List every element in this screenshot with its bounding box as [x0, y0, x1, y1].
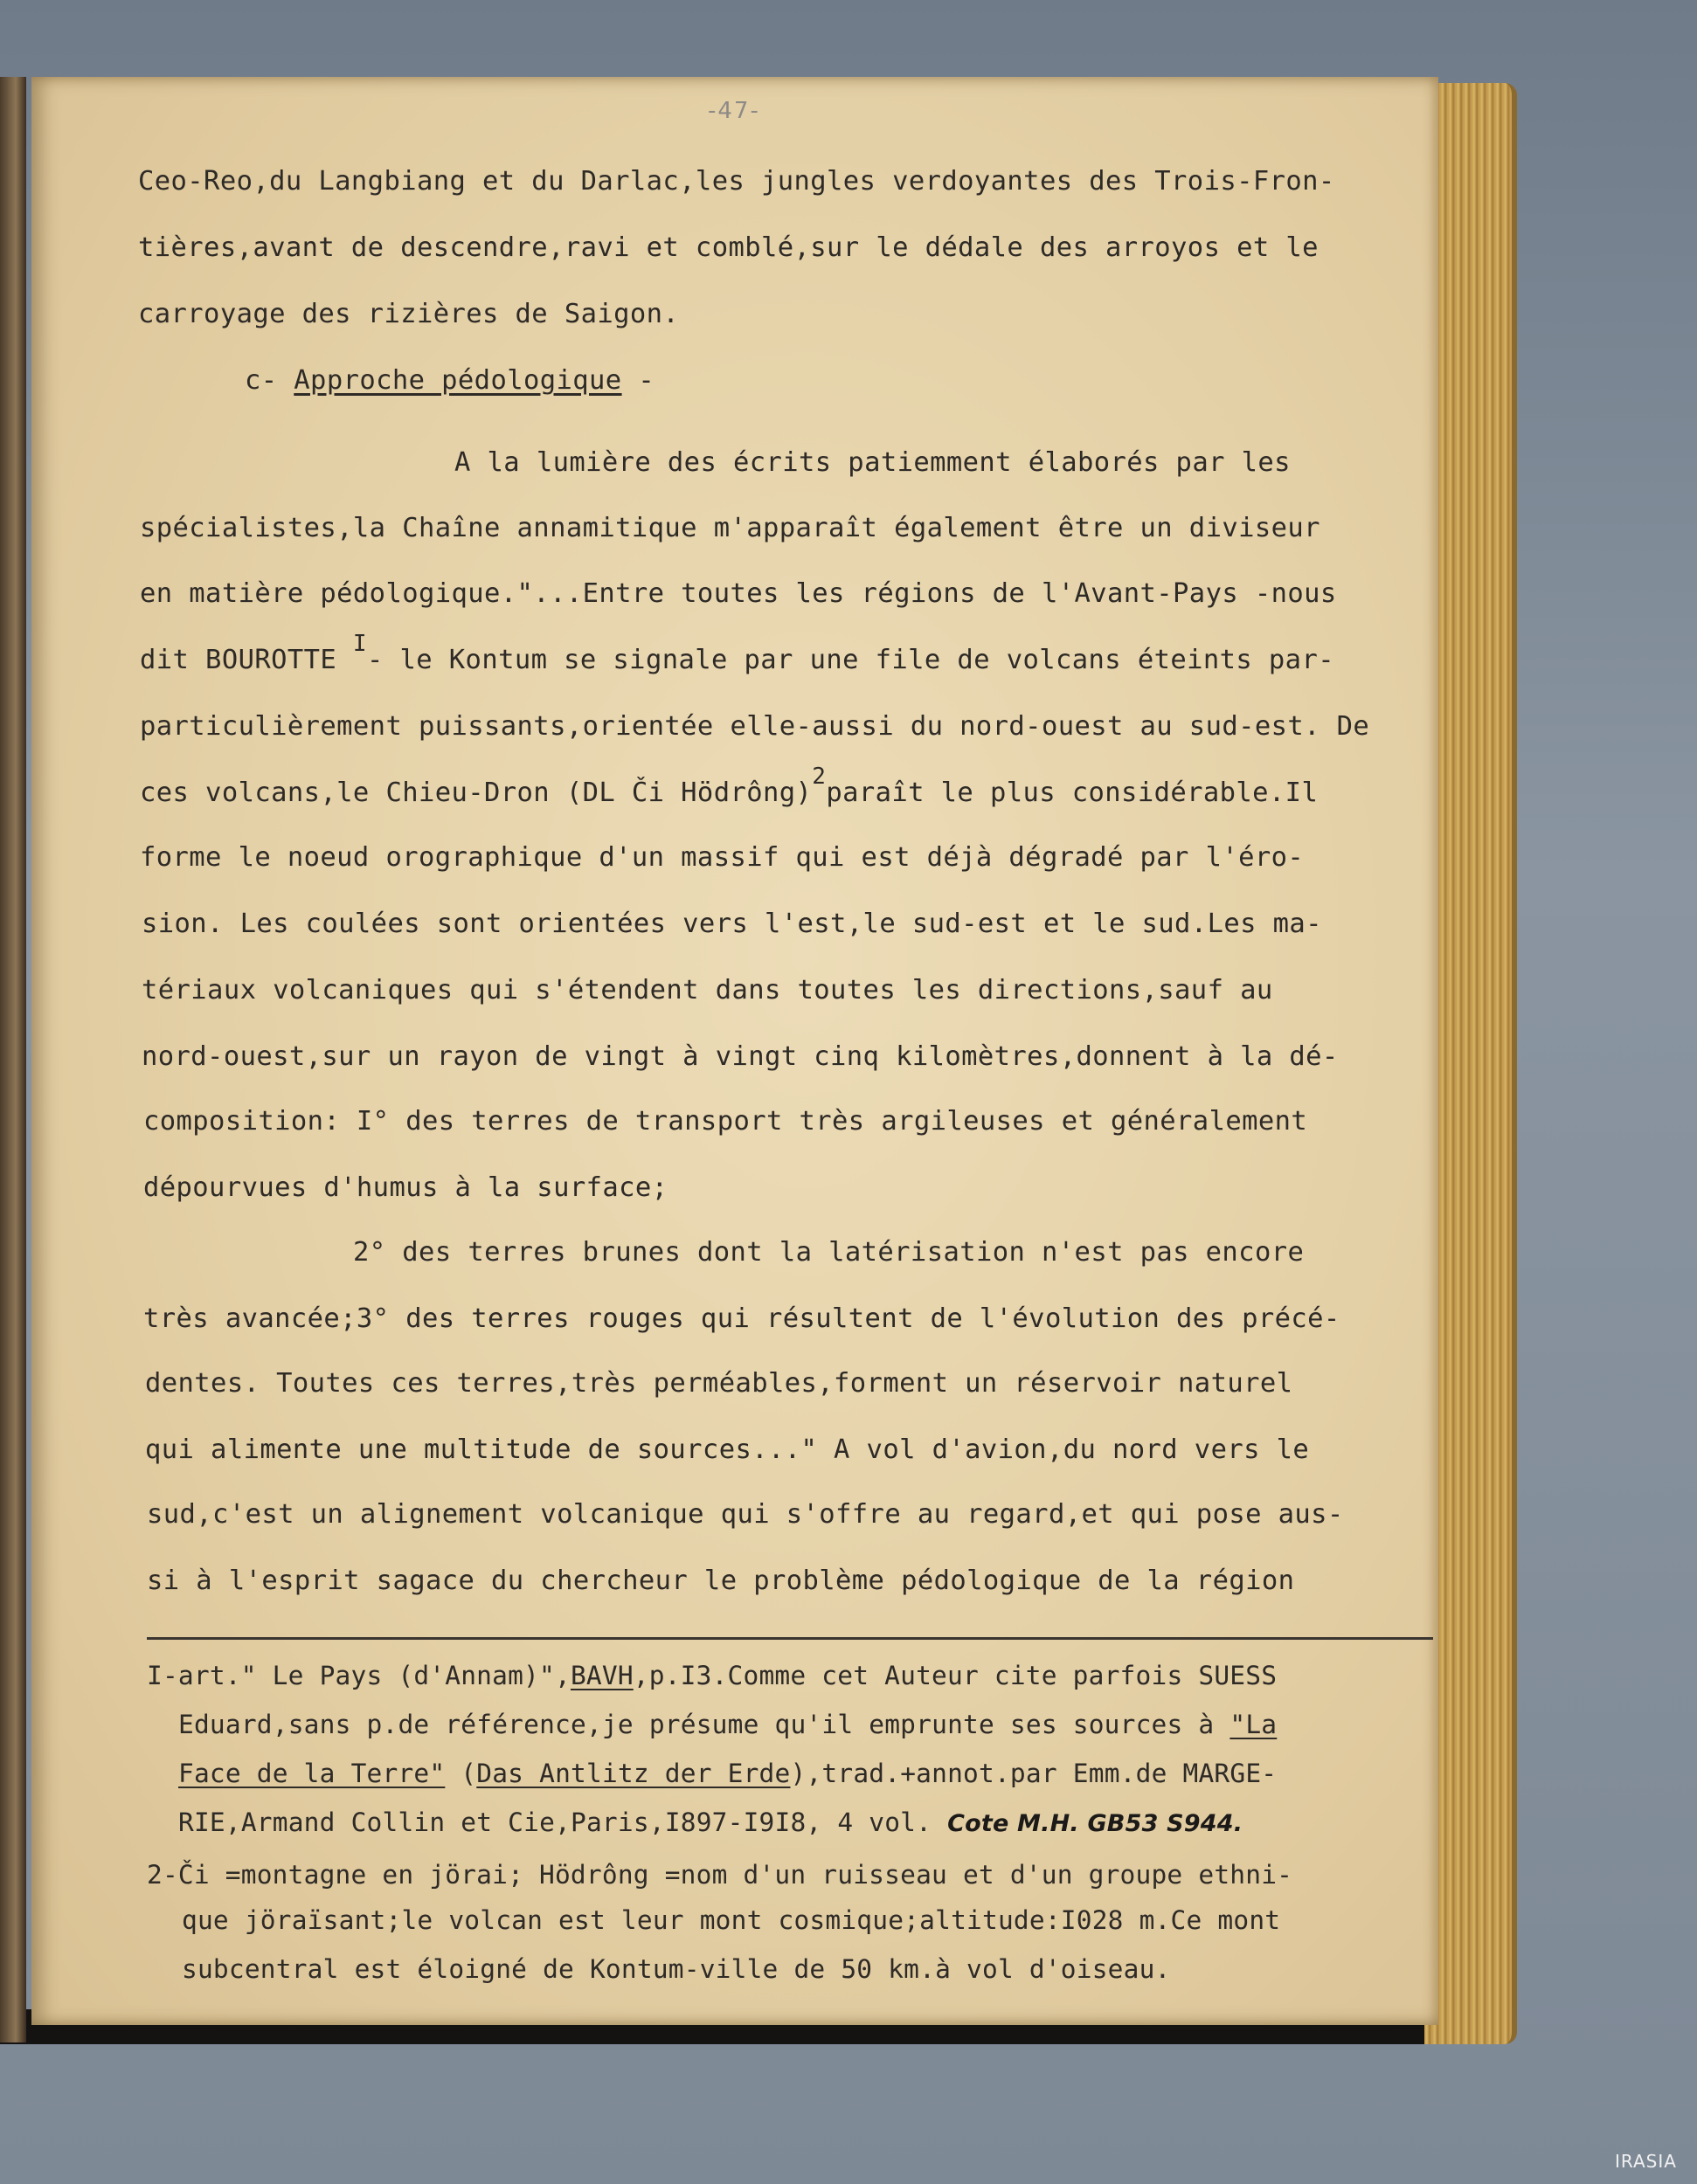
- text-line: sion. Les coulées sont orientées vers l'est,le sud-est et le sud.Les ma-: [142, 909, 1322, 939]
- text-line: spécialistes,la Chaîne annamitique m'apparaît également être un diviseur: [140, 513, 1320, 543]
- text-line: Ceo-Reo,du Langbiang et du Darlac,les jungles verdoyantes des Trois-Fron-: [138, 166, 1335, 197]
- footnote-2-line: subcentral est éloigné de Kontum-ville de 50 km.à vol d'oiseau.: [182, 1954, 1171, 1984]
- footnote-separator: [147, 1637, 1433, 1640]
- text-segment: Eduard,sans p.de référence,je présume qu'il emprunte ses sources à: [178, 1710, 1230, 1739]
- footnote-1-line: [178, 1758, 1277, 1789]
- handwritten-annotation: Cote M.H. GB53 S944.: [947, 1810, 1243, 1837]
- heading-prefix: c-: [245, 365, 278, 396]
- text-line: composition: I° des terres de transport très argileuses et généralement: [143, 1106, 1308, 1137]
- footnote-1-line: [147, 1660, 1277, 1691]
- underlined-text: "La: [1229, 1710, 1278, 1739]
- footnote-marker: 2: [812, 764, 827, 790]
- watermark: IRASIA: [1615, 2151, 1677, 2172]
- text-line-with-footnote: [140, 631, 1334, 679]
- section-heading: [245, 363, 655, 398]
- footnote-2-line: 2-Či =montagne en jörai; Hödrông =nom d'un ruisseau et d'un groupe ethni-: [147, 1860, 1293, 1890]
- footnote-2-line: que jöraïsant;le volcan est leur mont cosmique;altitude:I028 m.Ce mont: [182, 1905, 1281, 1935]
- footnote-1-line: [178, 1709, 1277, 1740]
- heading-suffix: -: [638, 365, 655, 396]
- text-line: 2° des terres brunes dont la latérisation n'est pas encore: [353, 1237, 1305, 1268]
- text-segment: paraît le plus considérable.Il: [826, 778, 1319, 808]
- underlined-text: Face de la Terre": [178, 1759, 446, 1788]
- text-line-with-footnote: [140, 764, 1319, 812]
- text-segment: ces volcans,le Chieu-Dron (DL Či Hödrông): [140, 778, 813, 808]
- text-line: A la lumière des écrits patiemment élaborés par les: [454, 447, 1291, 478]
- text-line: très avancée;3° des terres rouges qui résultent de l'évolution des précé-: [143, 1303, 1340, 1334]
- text-segment: - le Kontum se signale par une file de volcans éteints par-: [366, 645, 1334, 675]
- text-line: nord-ouest,sur un rayon de vingt à vingt cinq kilomètres,donnent à la dé-: [142, 1041, 1339, 1072]
- text-segment: RIE,Armand Collin et Cie,Paris,I897-I9I8, 4 vol.: [178, 1807, 948, 1837]
- text-line: dentes. Toutes ces terres,très perméables,forment un réservoir naturel: [145, 1368, 1293, 1399]
- text-line: en matière pédologique."...Entre toutes les régions de l'Avant-Pays -nous: [140, 578, 1337, 609]
- text-segment: I-art." Le Pays (d'Annam)",: [147, 1661, 571, 1690]
- footnote-1-line: [178, 1807, 1243, 1840]
- text-line: particulièrement puissants,orientée elle-aussi du nord-ouest au sud-est. De: [140, 711, 1370, 742]
- text-segment: ,p.I3.Comme cet Auteur cite parfois SUESS: [633, 1661, 1278, 1690]
- text-segment: (: [445, 1759, 477, 1788]
- text-line: si à l'esprit sagace du chercheur le problème pédologique de la région: [147, 1565, 1295, 1596]
- page-number: -47-: [708, 98, 760, 124]
- text-line: sud,c'est un alignement volcanique qui s'offre au regard,et qui pose aus-: [147, 1499, 1344, 1530]
- underlined-text: BAVH: [570, 1661, 634, 1690]
- underlined-text: Das Antlitz der Erde: [476, 1759, 791, 1788]
- text-line: forme le noeud orographique d'un massif qui est déjà dégradé par l'éro-: [140, 842, 1305, 873]
- text-segment: dit BOUROTTE: [140, 645, 353, 675]
- text-line: qui alimente une multitude de sources..." A vol d'avion,du nord vers le: [145, 1434, 1310, 1465]
- heading-title: Approche pédologique: [294, 365, 622, 396]
- book-spine-edge: [0, 77, 26, 2042]
- text-line: tériaux volcaniques qui s'étendent dans toutes les directions,sauf au: [142, 975, 1273, 1006]
- text-segment: ),trad.+annot.par Emm.de MARGE-: [790, 1759, 1278, 1788]
- text-line: dépourvues d'humus à la surface;: [143, 1172, 668, 1203]
- text-line: tières,avant de descendre,ravi et comblé,sur le dédale des arroyos et le: [138, 232, 1319, 263]
- footnote-marker: I: [352, 631, 367, 657]
- text-line: carroyage des rizières de Saigon.: [138, 299, 680, 329]
